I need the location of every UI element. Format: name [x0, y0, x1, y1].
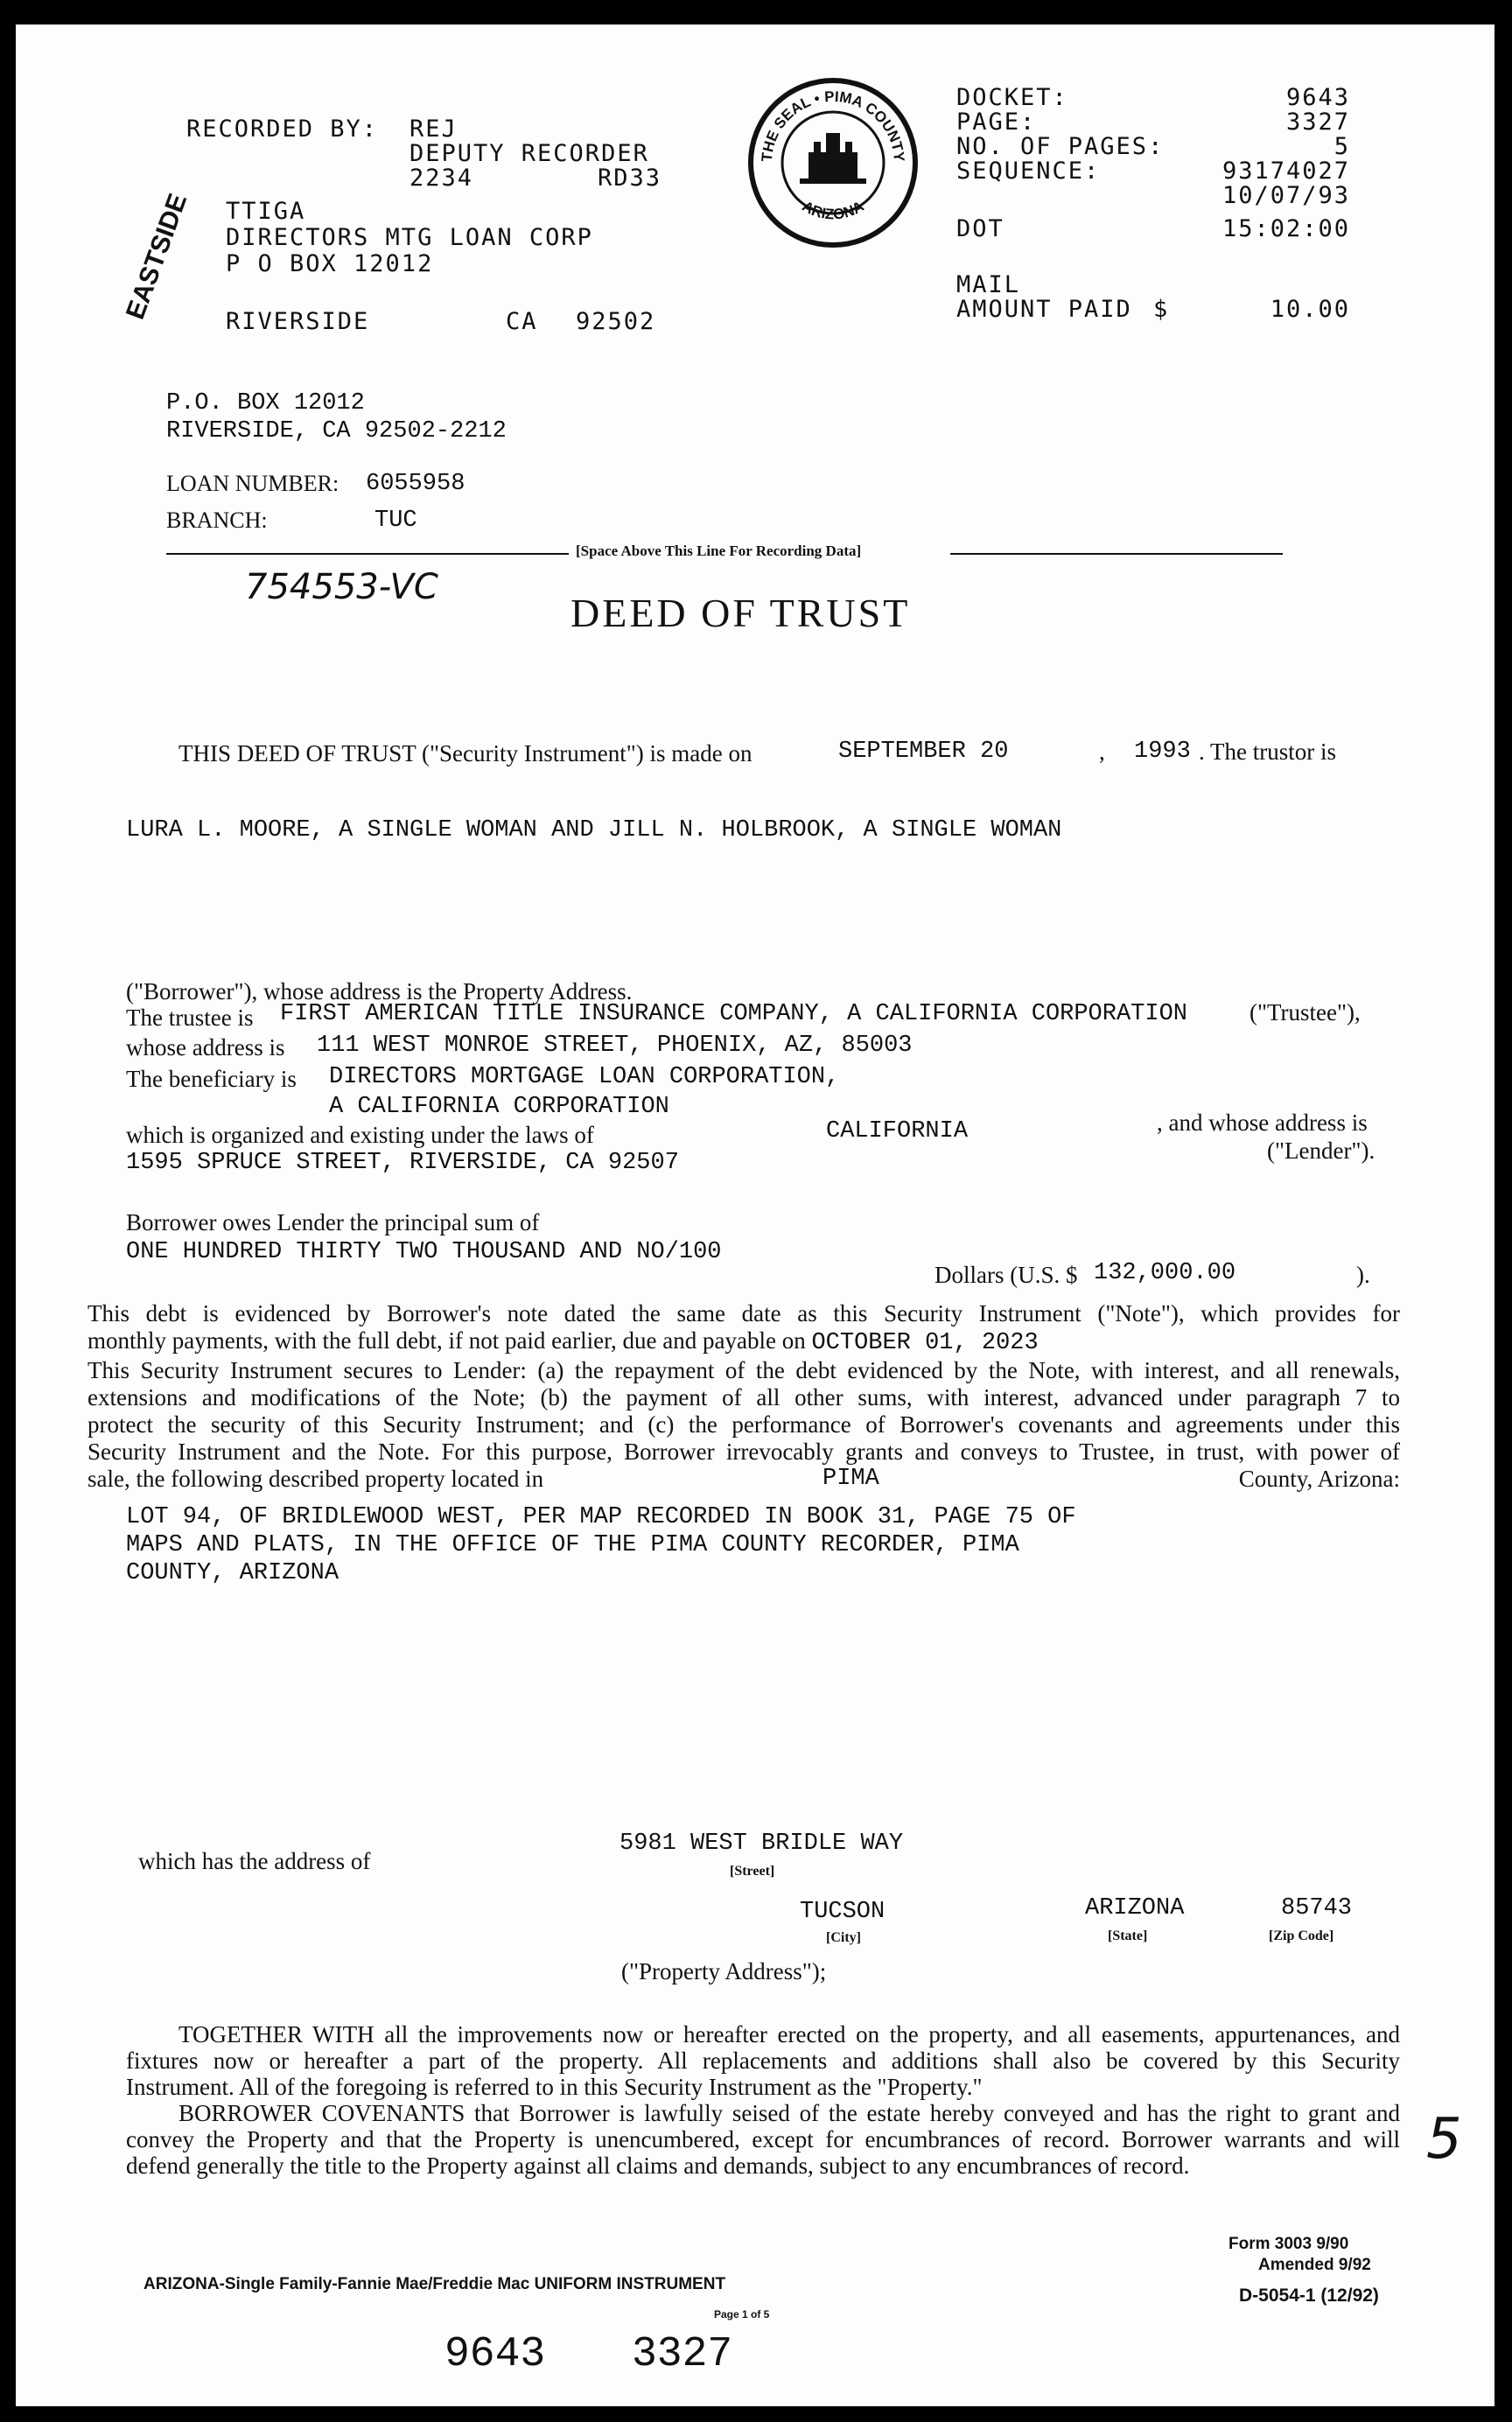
principal-words: ONE HUNDRED THIRTY TWO THOUSAND AND NO/100 [126, 1239, 722, 1265]
amount-currency: $ [1153, 296, 1170, 323]
loan-number-value: 6055958 [366, 471, 466, 497]
form-amended: Amended 9/92 [1258, 2256, 1371, 2274]
covenant-line-1: BORROWER COVENANTS that Borrower is lawfully seised of the estate hereby conveyed and has the right to grant and [178, 2100, 1400, 2126]
recorded-by-value: REJ [410, 116, 458, 143]
loan-number-label: LOAN NUMBER: [166, 471, 340, 496]
beneficiary-name-1: DIRECTORS MORTGAGE LOAN CORPORATION, [329, 1064, 840, 1090]
page-of-caption: Page 1 of 5 [714, 2308, 770, 2320]
debt-line-6: Security Instrument and the Note. For this purpose, Borrower irrevocably grants and conveys to Trustee, in trust, with power of [88, 1438, 1400, 1465]
branch-value: TUC [374, 508, 417, 534]
legal-line-1: LOT 94, OF BRIDLEWOOD WEST, PER MAP RECORDED IN BOOK 31, PAGE 75 OF [126, 1504, 1076, 1530]
pima-county-seal [746, 75, 920, 250]
maturity-date: OCTOBER 01, 2023 [811, 1330, 1039, 1356]
state-label: [State] [1108, 1928, 1148, 1943]
amount-paid-value: 10.00 [1270, 296, 1350, 323]
legal-line-2: MAPS AND PLATS, IN THE OFFICE OF THE PIMA COUNTY RECORDER, PIMA [126, 1532, 1019, 1558]
debt-line-1: This debt is evidenced by Borrower's note dated the same date as this Security Instrument ("Note"), which provides for [88, 1300, 1400, 1326]
footer-page: 3327 [632, 2331, 733, 2378]
page-label: PAGE: [956, 108, 1037, 136]
document-title: DEED OF TRUST [570, 591, 911, 635]
county-name: PIMA [822, 1466, 879, 1492]
initials-mark: 5 [1426, 2107, 1462, 2172]
lender-address-label: , and whose address is [1157, 1110, 1368, 1136]
return-address-line-1: P.O. BOX 12012 [166, 390, 365, 416]
date-comma: , [1099, 738, 1105, 765]
recording-line-left [166, 553, 569, 555]
recording-line-right [950, 553, 1283, 555]
amount-paid-label: AMOUNT PAID [956, 296, 1132, 323]
form-number: Form 3003 9/90 [1228, 2235, 1349, 2253]
deputy-recorder-text: DEPUTY RECORDER [410, 140, 649, 167]
trustors: LURA L. MOORE, A SINGLE WOMAN AND JILL N. HOLBROOK, A SINGLE WOMAN [126, 817, 1062, 844]
eastside-stamp: EASTSIDE [121, 190, 193, 324]
footer-docket: 9643 [444, 2331, 546, 2378]
covenant-line-3: defend generally the title to the Property against all claims and demands, subject to any encumbrances of record. [126, 2152, 1190, 2179]
instrument-date: SEPTEMBER 20 [838, 738, 1009, 765]
seal-icon [746, 75, 920, 250]
debt-line-5: protect the security of this Security Instrument; and (c) the performance of Borrower's covenants and agreements under this [88, 1411, 1400, 1438]
debt-line-3: This Security Instrument secures to Lender: (a) the repayment of the debt evidenced by the Note, with interest, and all renewals, [88, 1357, 1400, 1383]
instrument-year: 1993 [1134, 738, 1191, 765]
sequence-label: SEQUENCE: [956, 158, 1101, 185]
recording-data-caption: [Space Above This Line For Recording Data] [576, 542, 862, 559]
principal-close: ). [1356, 1262, 1370, 1288]
debt-line-4: extensions and modifications of the Note; (b) the payment of all other sums, with interest, advanced under paragraph 7 to [88, 1384, 1400, 1410]
sequence-value: 93174027 [1222, 158, 1350, 185]
addressee-city: RIVERSIDE [226, 308, 370, 335]
mail-label: MAIL [956, 271, 1021, 298]
legal-line-3: COUNTY, ARIZONA [126, 1560, 340, 1586]
property-street: 5981 WEST BRIDLE WAY [620, 1830, 904, 1857]
trustee-address-label: whose address is [126, 1034, 285, 1060]
debt-line-7 [88, 1466, 1400, 1493]
city-label: [City] [826, 1930, 861, 1945]
borrower-line: ("Borrower"), whose address is the Property Address. [126, 978, 633, 1004]
legal-description [126, 1503, 1076, 1587]
branch-label: BRANCH: [166, 508, 268, 533]
county-tail: County, Arizona: [1238, 1466, 1400, 1492]
property-state: ARIZONA [1085, 1895, 1185, 1922]
principal-amount: 132,000.00 [1094, 1260, 1236, 1286]
trustee-tag: ("Trustee"), [1250, 999, 1361, 1026]
together-line-3: Instrument. All of the foregoing is referred to in this Security Instrument as the "Property." [126, 2074, 983, 2100]
zip-label: [Zip Code] [1269, 1928, 1334, 1943]
uniform-instrument-caption: ARIZONA-Single Family-Fannie Mae/Freddie Mac UNIFORM INSTRUMENT [144, 2275, 726, 2293]
recorded-by-label: RECORDED BY: [186, 116, 379, 143]
property-zip: 85743 [1281, 1895, 1353, 1922]
lender-tag: ("Lender"). [1267, 1138, 1376, 1164]
addressee-state: CA [506, 308, 538, 335]
addressee-line-2: DIRECTORS MTG LOAN CORP [226, 224, 593, 251]
recording-time: 15:02:00 [1222, 215, 1350, 242]
intro-lead: THIS DEED OF TRUST ("Security Instrument") is made on [178, 740, 752, 766]
debt-line-2-text: monthly payments, with the full debt, if not paid earlier, due and payable on [88, 1327, 806, 1354]
beneficiary-label: The beneficiary is [126, 1066, 297, 1092]
organized-label: which is organized and existing under the laws of [126, 1122, 594, 1148]
docket-label: DOCKET: [956, 84, 1068, 111]
together-paragraph [126, 2021, 1400, 2179]
recorder-code-a: 2234 [410, 164, 474, 192]
handwritten-reference: 754553-VC [245, 567, 438, 607]
recorder-code-b: RD33 [598, 164, 662, 192]
docket-value: 9643 [1285, 84, 1350, 111]
deed-page [16, 24, 1494, 2406]
return-address-line-2: RIVERSIDE, CA 92502-2212 [166, 418, 507, 444]
addressee-zip: 92502 [576, 308, 656, 335]
svg-text:ARIZONA [800, 198, 867, 223]
pages-value: 5 [1334, 133, 1350, 160]
property-lead: which has the address of [138, 1848, 371, 1874]
property-address-tag: ("Property Address"); [621, 1958, 827, 1984]
together-line-1: TOGETHER WITH all the improvements now or hereafter erected on the property, and all easements, appurtenances, and [178, 2021, 1400, 2048]
debt-line-2 [88, 1327, 1400, 1357]
principal-lead: Borrower owes Lender the principal sum of [126, 1209, 540, 1236]
together-line-2: fixtures now or hereafter a part of the property. All replacements and additions shall also be covered by this Security [126, 2048, 1400, 2074]
organized-state: CALIFORNIA [826, 1118, 969, 1144]
seal-top-text: THE SEAL • PIMA COUNTY [758, 88, 908, 163]
pages-label: NO. OF PAGES: [956, 133, 1165, 160]
page-value: 3327 [1285, 108, 1350, 136]
dollars-label: Dollars (U.S. $ [934, 1262, 1078, 1288]
beneficiary-name-2: A CALIFORNIA CORPORATION [329, 1094, 669, 1120]
property-city: TUCSON [800, 1899, 886, 1925]
form-code: D-5054-1 (12/92) [1239, 2286, 1379, 2306]
dot-label: DOT [956, 215, 1004, 242]
debt-paragraph [88, 1300, 1400, 1493]
trustor-lead: . The trustor is [1199, 738, 1336, 765]
covenant-line-2: convey the Property and that the Property is unencumbered, except for encumbrances of record. Borrower warrants and will [126, 2126, 1400, 2152]
trustee-name: FIRST AMERICAN TITLE INSURANCE COMPANY, A CALIFORNIA CORPORATION [280, 1001, 1187, 1027]
addressee-line-1: TTIGA [226, 198, 306, 225]
trustee-label: The trustee is [126, 1004, 254, 1031]
recording-date: 10/07/93 [1222, 182, 1350, 209]
seal-bottom-text: ARIZONA [799, 197, 867, 223]
street-label: [Street] [730, 1864, 775, 1879]
lender-address: 1595 SPRUCE STREET, RIVERSIDE, CA 92507 [126, 1150, 679, 1176]
addressee-line-3: P O BOX 12012 [226, 250, 434, 277]
trustee-address: 111 WEST MONROE STREET, PHOENIX, AZ, 85003 [317, 1032, 913, 1059]
debt-line-7-text: sale, the following described property located in [88, 1466, 544, 1492]
